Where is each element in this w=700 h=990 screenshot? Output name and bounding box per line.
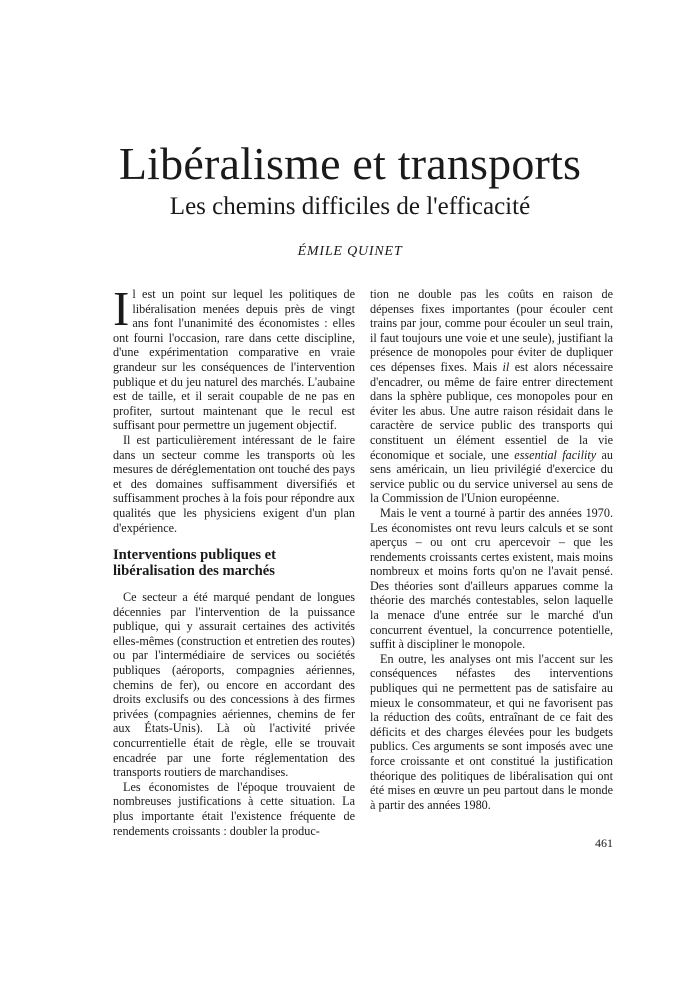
- paragraph-analyses: En outre, les analyses ont mis l'accent sur les conséquences néfastes des interventions publiques qui ne permettent pas de satisfaire au mieux le consommateur, et qui ne favorisent pas la réduction des coûts, entraînant de ce fait des déficits et des charges élevées pour les budgets publics. Ces arguments se sont imposés avec une force croissante et ont constitué la justification théorique des politiques de libéralisation qui ont été mises en œuvre un peu partout dans le monde à partir des années 1980.: [370, 651, 613, 812]
- section-heading: Interventions publiques et libéralisation des marchés: [113, 547, 276, 580]
- continuation-paragraph: [370, 287, 613, 506]
- right-column: [370, 287, 613, 812]
- intro-paragraph-2: Il est particulièrement intéressant de le faire dans un secteur comme les transports où les mesures de déréglementation ont touché des pays et des domaines suffisamment diversifiés et suffisamment proches à la fois pour répondre aux qualités que les physiciens exigent d'un plan d'expérience.: [113, 432, 355, 535]
- paragraph-vent: Mais le vent a tourné à partir des années 1970. Les économistes ont revu leurs calculs et se sont aperçus – ou ont cru apercevoir – que les rendements croissants certes existent, mais moins nombreux et moins forts qu'on ne l'avait pensé. Des théories sont d'ailleurs apparues comme la théorie des marchés contestables, selon laquelle la menace d'une entrée sur le marché d'un concurrent éventuel, la concurrence potentielle, suffit à discipliner le monopole.: [370, 505, 613, 652]
- article-subtitle: Les chemins difficiles de l'efficacité: [169, 193, 531, 220]
- left-column: [113, 281, 355, 838]
- italic-word: il: [502, 359, 510, 374]
- section-paragraph-2: Les économistes de l'époque trouvaient de nombreuses justifications à cette situation. La plus importante était l'existence fréquente de rendements croissants : doubler la produc-: [113, 779, 355, 838]
- intro-paragraph-1-text: l est un point sur lequel les politiques de libéralisation menées depuis près de vingt ans font l'unanimité des économistes : elles ont fourni l'occasion, rare dans cette discipline, d'une expérimentation comparative en vraie grandeur sur les conséquences de l'intervention publique et du jeu naturel des marchés. L'aubaine est de taille, et il serait coupable de ne pas en profiter, surtout maintenant que le recul est suffisant pour permettre un jugement objectif.: [113, 287, 355, 433]
- continuation-text-2: est alors nécessaire d'encadrer, ou même de faire entrer directement dans la sphère publique, ces monopoles pour en éviter les abus. Une autre raison résidait dans le caractère de service public des transports qui constituent un élément essentiel de la vie économique et sociale, une: [370, 359, 613, 462]
- continuation-text-1: tion ne double pas les coûts en raison de dépenses fixes importantes (pour écouler cent trains par jour, comme pour écouler un seul train, il faut toujours une voie et une seule), justifiant la présence de monopoles pour éviter de dupliquer ces dépenses fixes. Mais: [370, 287, 613, 374]
- section-paragraph-1: Ce secteur a été marqué pendant de longues décennies par l'intervention de la puissance publique, qui y assurait certaines des activités elles-mêmes (construction et entretien des routes) ou par l'intermédiaire de services ou sociétés publiques (aéroports, compagnies aériennes, chemins de fer), ou encore en accordant des droits exclusifs ou des concessions à des firmes privées (compagnies aériennes, chemins de fer aux États-Unis). Là où l'activité privée concurrentielle était de règle, elle se trouvait encadrée par une forte réglementation des transports routiers de marchandises.: [113, 590, 355, 780]
- italic-term: essential facility: [514, 447, 597, 462]
- drop-cap: I: [113, 281, 130, 336]
- intro-paragraph-1: [113, 281, 355, 433]
- article-title: Libéralisme et transports: [118, 138, 582, 189]
- author-name: ÉMILE QUINET: [297, 244, 403, 259]
- continuation-text-3: au sens américain, un lieu privilégié d'exercice du service public ou du service universel au sens de la Commission de l'Union européenne.: [370, 447, 614, 506]
- page-number: 461: [595, 836, 613, 850]
